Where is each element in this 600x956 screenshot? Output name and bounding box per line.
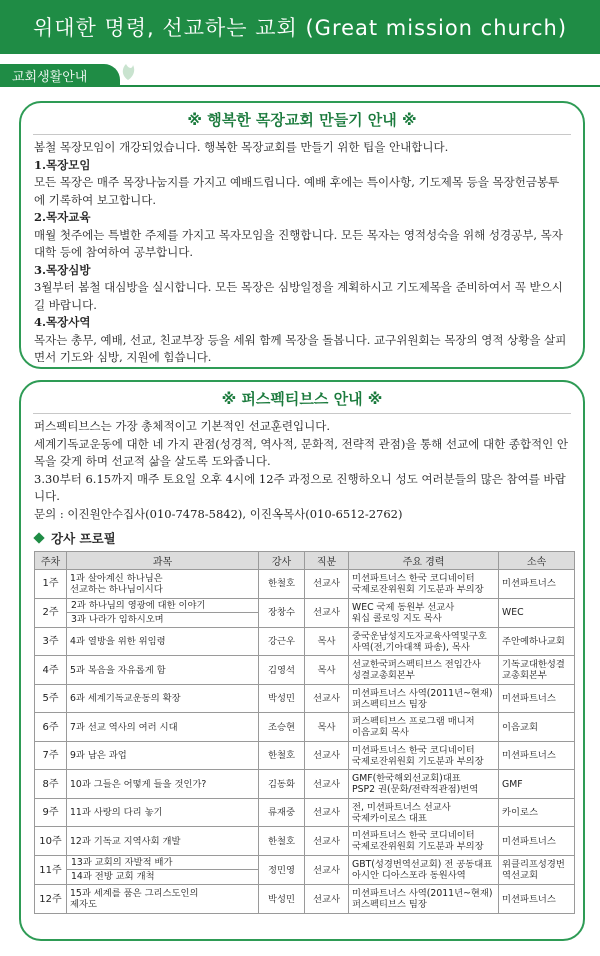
table-row <box>35 741 575 770</box>
position-cell: 선교사 <box>305 570 349 599</box>
subject-item: 13과 교회의 자발적 배가 <box>67 856 258 870</box>
lecturer-cell: 정민영 <box>259 855 305 884</box>
column-header: 강사 <box>259 552 305 570</box>
lecturer-cell: 김영석 <box>259 656 305 685</box>
lecturer-cell: 류재중 <box>259 798 305 827</box>
affiliation-cell: 미션파트너스 <box>499 684 575 713</box>
lecturer-table-body <box>35 570 575 914</box>
week-cell: 9주 <box>35 798 67 827</box>
subject-cell <box>67 598 259 627</box>
subject-cell: 5과 복음을 자유롭게 함 <box>67 656 259 685</box>
lecturer-cell: 한철호 <box>259 570 305 599</box>
week-cell: 8주 <box>35 770 67 799</box>
contact-line: 문의 : 이진원안수집사(010-7478-5842), 이진옥목사(010-6512-2762) <box>34 506 403 521</box>
lecturer-cell: 박성민 <box>259 684 305 713</box>
item-body: 목자는 총무, 예배, 선교, 친교부장 등을 세워 함께 목장을 돌봅니다. 교구위원회는 목장의 영적 상황을 살피면서 기도와 심방, 지원에 힘씁니다. <box>34 332 567 364</box>
cell-church-notice <box>19 101 585 369</box>
item-heading: 3.목장심방 <box>34 262 91 277</box>
leaf-icon <box>120 62 136 82</box>
lecturer-table <box>34 551 575 914</box>
lecturer-cell: 박성민 <box>259 885 305 914</box>
position-cell: 선교사 <box>305 855 349 884</box>
week-cell: 3주 <box>35 627 67 656</box>
lecturer-profile-label: 강사 프로필 <box>51 531 116 546</box>
table-row <box>35 798 575 827</box>
lecturer-cell: 조승현 <box>259 713 305 742</box>
affiliation-cell: 미션파트너스 <box>499 570 575 599</box>
lecturer-cell: 장창수 <box>259 598 305 627</box>
table-row <box>35 684 575 713</box>
perspectives-line: 퍼스펙티브스는 가장 총체적이고 기본적인 선교훈련입니다. <box>34 419 330 433</box>
subject-cell: 12과 기독교 지역사회 개발 <box>67 827 259 856</box>
item-body: 3월부터 봄철 대심방을 실시합니다. 모든 목장은 심방일정을 계획하시고 기도제목을 준비하여서 꼭 받으시길 바랍니다. <box>34 280 563 312</box>
week-cell: 5주 <box>35 684 67 713</box>
week-cell: 2주 <box>35 598 67 627</box>
title-divider <box>33 413 571 414</box>
career-cell: 퍼스펙티브스 프로그램 매니저 이음교회 목사 <box>349 713 499 742</box>
lecturer-cell: 한철호 <box>259 741 305 770</box>
week-cell: 10주 <box>35 827 67 856</box>
table-row <box>35 656 575 685</box>
career-cell: 선교한국퍼스펙티브스 전임간사 성결교총회본부 <box>349 656 499 685</box>
position-cell: 목사 <box>305 656 349 685</box>
item-body: 모든 목장은 매주 목장나눔지를 가지고 예배드립니다. 예배 후에는 특이사항, 기도제목 등을 목장헌금봉투에 기록하여 보고합니다. <box>34 175 560 207</box>
subject-item: 14과 전방 교회 개척 <box>71 871 155 883</box>
table-row <box>35 827 575 856</box>
subject-cell: 6과 세계기독교운동의 확장 <box>67 684 259 713</box>
column-header: 소속 <box>499 552 575 570</box>
affiliation-cell: GMF <box>499 770 575 799</box>
subject-item: 2과 하나님의 영광에 대한 이야기 <box>67 599 258 613</box>
column-header: 과목 <box>67 552 259 570</box>
lecturer-cell: 강근우 <box>259 627 305 656</box>
career-cell: 미션파트너스 한국 코디네이터 국제로잔위원회 기도분과 부의장 <box>349 741 499 770</box>
section-tab-label: 교회생활안내 <box>12 70 88 85</box>
subject-cell: 4과 열방을 위한 위임령 <box>67 627 259 656</box>
section-header <box>0 64 600 89</box>
week-cell: 7주 <box>35 741 67 770</box>
table-row <box>35 713 575 742</box>
table-header-row <box>35 552 575 570</box>
perspectives-notice <box>19 380 585 941</box>
position-cell: 목사 <box>305 713 349 742</box>
position-cell: 선교사 <box>305 741 349 770</box>
career-cell: 전, 미션파트너스 선교사 국제카이로스 대표 <box>349 798 499 827</box>
position-cell: 선교사 <box>305 827 349 856</box>
week-cell: 12주 <box>35 885 67 914</box>
career-cell: 미션파트너스 한국 코디네이터 국제로잔위원회 기도분과 부의장 <box>349 827 499 856</box>
subject-item: 3과 나라가 임하시오며 <box>71 613 164 625</box>
page-banner <box>0 0 600 54</box>
section-tab <box>0 64 120 87</box>
lecturer-cell: 한철호 <box>259 827 305 856</box>
subject-cell: 1과 살아계신 하나님은 선교하는 하나님이시다 <box>67 570 259 599</box>
table-row <box>35 885 575 914</box>
position-cell: 선교사 <box>305 885 349 914</box>
item-body: 매월 첫주에는 특별한 주제를 가지고 목자모임을 진행합니다. 모든 목자는 영적성숙을 위해 성경공부, 목자대학 등에 참여하여 공부합니다. <box>34 227 563 259</box>
affiliation-cell: 미션파트너스 <box>499 741 575 770</box>
item-heading: 4.목장사역 <box>34 315 91 329</box>
career-cell: GMF(한국해외선교회)대표 PSP2 권(문화/전략적관점)번역 <box>349 770 499 799</box>
perspectives-line: 세계기독교운동에 대한 네 가지 관점(성경적, 역사적, 문화적, 전략적 관점)을 통해 선교에 대한 종합적인 안목을 갖게 하며 선교적 삶을 살도록 도와줍니다. <box>34 436 569 468</box>
affiliation-cell: 미션파트너스 <box>499 885 575 914</box>
lecturer-profile-heading <box>35 529 583 547</box>
affiliation-cell: 주안예하나교회 <box>499 627 575 656</box>
subject-cell: 10과 그들은 어떻게 들을 것인가? <box>67 770 259 799</box>
subject-cell: 11과 사랑의 다리 놓기 <box>67 798 259 827</box>
position-cell: 선교사 <box>305 598 349 627</box>
title-divider <box>33 134 571 135</box>
career-cell: 미션파트너스 한국 코디네이터 국제로잔위원회 기도분과 부의장 <box>349 570 499 599</box>
affiliation-cell: 이음교회 <box>499 713 575 742</box>
career-cell: 미션파트너스 사역(2011년~현재) 퍼스펙티브스 팀장 <box>349 684 499 713</box>
subject-cell: 9과 남은 과업 <box>67 741 259 770</box>
notice-intro: 봄철 목장모임이 개강되었습니다. 행복한 목장교회를 만들기 위한 팁을 안내합니다. <box>34 140 449 154</box>
table-row <box>35 627 575 656</box>
notice-title: ※ 행복한 목장교회 만들기 안내 ※ <box>187 111 417 129</box>
position-cell: 선교사 <box>305 684 349 713</box>
table-row <box>35 598 575 627</box>
column-header: 직분 <box>305 552 349 570</box>
subject-cell: 7과 선교 역사의 여러 시대 <box>67 713 259 742</box>
affiliation-cell: 카이로스 <box>499 798 575 827</box>
column-header: 주차 <box>35 552 67 570</box>
perspectives-line: 3.30부터 6.15까지 매주 토요일 오후 4시에 12주 과정으로 진행하오니 성도 여러분들의 많은 참여를 바랍니다. <box>34 471 566 503</box>
affiliation-cell: WEC <box>499 598 575 627</box>
position-cell: 목사 <box>305 627 349 656</box>
item-heading: 1.목장모임 <box>34 157 91 172</box>
week-cell: 11주 <box>35 855 67 884</box>
table-row <box>35 570 575 599</box>
table-row <box>35 770 575 799</box>
career-cell: 중국운남성지도자교육사역및구호 사역(전,기아대책 파송), 목사 <box>349 627 499 656</box>
subject-cell <box>67 855 259 884</box>
item-heading: 2.목자교육 <box>34 210 91 224</box>
lecturer-cell: 김동화 <box>259 770 305 799</box>
position-cell: 선교사 <box>305 798 349 827</box>
affiliation-cell: 위클리프성경번 역선교회 <box>499 855 575 884</box>
week-cell: 4주 <box>35 656 67 685</box>
column-header: 주요 경력 <box>349 552 499 570</box>
table-row <box>35 855 575 884</box>
perspectives-title: ※ 퍼스펙티브스 안내 ※ <box>221 390 383 408</box>
affiliation-cell: 미션파트너스 <box>499 827 575 856</box>
week-cell: 1주 <box>35 570 67 599</box>
career-cell: WEC 국제 동원부 선교사 워십 콜로잉 지도 목사 <box>349 598 499 627</box>
affiliation-cell: 기독교대한성결 교총회본부 <box>499 656 575 685</box>
career-cell: GBT(성경번역선교회) 전 공동대표 아시안 디아스포라 동원사역 <box>349 855 499 884</box>
banner-title: 위대한 명령, 선교하는 교회 (Great mission church) <box>32 16 568 40</box>
career-cell: 미션파트너스 사역(2011년~현재) 퍼스펙티브스 팀장 <box>349 885 499 914</box>
subject-cell: 15과 세계를 품은 그리스도인의 제자도 <box>67 885 259 914</box>
diamond-bullet-icon <box>33 532 44 543</box>
position-cell: 선교사 <box>305 770 349 799</box>
week-cell: 6주 <box>35 713 67 742</box>
